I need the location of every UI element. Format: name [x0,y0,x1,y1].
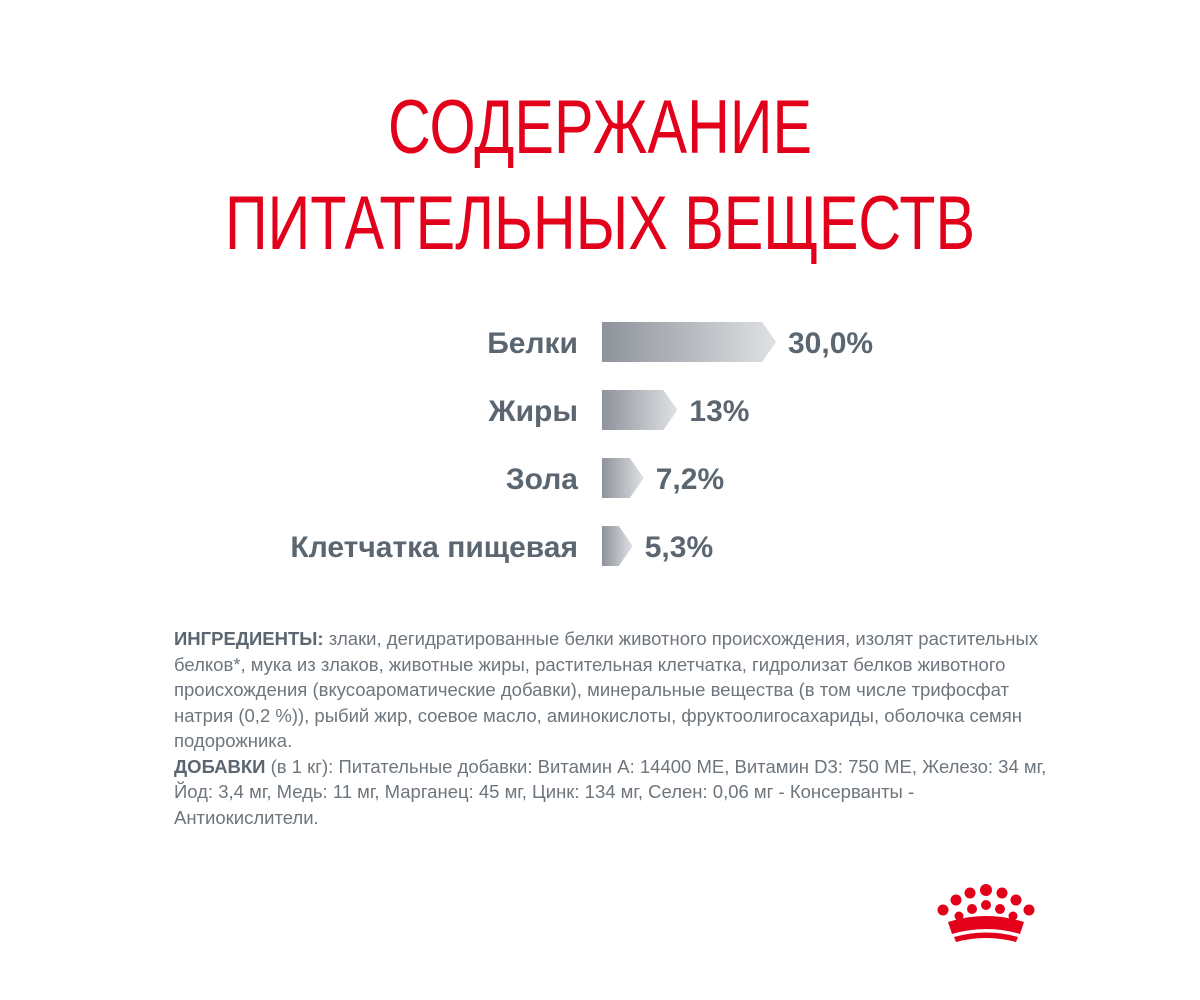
ingredients-text [174,626,1054,830]
category-label: Клетчатка пищевая [290,531,578,564]
value-label: 13% [689,395,750,428]
title-line-1: СОДЕРЖАНИЕ [387,85,813,170]
additives-body: (в 1 кг): Питательные добавки: Витамин А: 14400 МЕ, Витамин D3: 750 МЕ, Железо: 34 мг, Йод: 3,4 мг, Медь: 11 мг, Марганец: 45 мг, Цинк: 134 мг, Селен: 0,06 мг - Консерванты - Антиокислители. [174,755,1047,828]
bar-1 [602,390,677,430]
category-label: Белки [487,327,578,360]
title-line-2: ПИТАТЕЛЬНЫХ ВЕЩЕСТВ [224,181,975,266]
category-label: Зола [505,463,578,496]
ingredients-heading: ИНГРЕДИЕНТЫ: [174,628,324,649]
value-label: 7,2% [655,463,725,496]
bar-2 [602,458,644,498]
value-label: 5,3% [644,531,714,564]
additives-heading: ДОБАВКИ [174,755,266,777]
category-label: Жиры [488,395,578,428]
nutrient-bar-chart [0,300,1200,590]
crown-logo-icon [934,882,1038,944]
ingredients-body: злаки, дегидратированные белки животного происхождения, изолят растительных белков*, мука из злаков, животные жиры, растительная клетчатка, гидролизат белков животного происхождения (вкусоароматические добавки), минеральные вещества (в том числе трифосфат натрия (0,2 %)), рыбий жир, соевое масло, аминокислоты, фруктоолигосахариды, оболочка семян подорожника. [174,628,1039,751]
bar-3 [602,526,633,566]
page-title [132,80,1068,272]
bar-0 [602,322,776,362]
value-label: 30,0% [788,327,874,360]
